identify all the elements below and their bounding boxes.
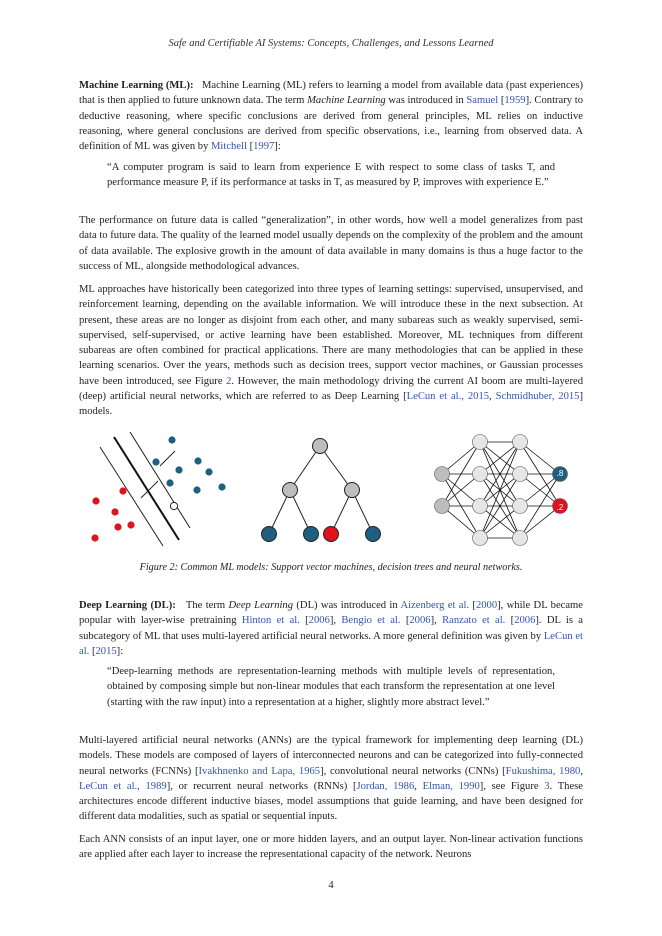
- citation-link[interactable]: Fukushima, 1980: [505, 765, 581, 777]
- svm-point-blue: [205, 468, 212, 475]
- svm-point-blue: [194, 457, 201, 464]
- text: ], while DL became popular with layer-wise pretraining: [79, 600, 583, 627]
- text: ]. DL is a subcategory of ML that uses multi-layered artificial neural networks. A more general definition was given by: [79, 615, 583, 642]
- text: Machine Learning (ML) refers to learning a model from available data (past experiences) that is then applied to future unknown data. The term: [79, 80, 583, 107]
- nn-hidden-neuron: [513, 531, 528, 546]
- text: . However, the main methodology driving the current AI boom are multi-layered (deep) artificial neural networks, which are referred to as Deep Learning [: [79, 375, 583, 403]
- citation-link[interactable]: 2006: [409, 615, 431, 627]
- text: ], convolutional neural networks (CNNs) [: [320, 765, 506, 777]
- citation-link[interactable]: Jordan, 1986: [356, 780, 415, 792]
- text: Multi-layered artificial neural networks (ANNs) are the typical framework for implementing deep learning (DL) models. These models are composed of layers of interconnected neurons and can be categorized into fully-connected neural networks (FCNNs) [: [79, 735, 583, 777]
- tree-edge: [320, 446, 352, 490]
- citation-link[interactable]: 1959: [504, 95, 526, 107]
- ml-paragraph-3: [79, 282, 583, 420]
- citation-link[interactable]: 2000: [475, 600, 498, 611]
- citation-link[interactable]: LeCun et al.: [79, 630, 583, 657]
- citation-link[interactable]: Bengio et al.: [341, 615, 401, 627]
- nn-input-neuron: [435, 499, 450, 514]
- dl-paragraph-1: Deep Learning (DL): The term Deep Learning (DL) was introduced in Aizenberg et al. [2000], while DL became popular with layer-wise pretraining Hinton et al. [2006], Bengio et al. [2006], Ranzato et al. [2006]. DL is a subcategory of ML that uses multi-layered artificial neural networks. A more general definition was given by LeCun et al. [2015]:: [79, 600, 583, 657]
- citation-link[interactable]: Samuel: [466, 95, 499, 107]
- tree-leaf-blue: [262, 527, 277, 542]
- text: ,: [489, 391, 496, 403]
- svm-point-blue: [168, 436, 175, 443]
- citation-link[interactable]: Hinton et al.: [241, 615, 300, 627]
- svm-point-red: [114, 523, 121, 530]
- figure-2-caption: Figure 2: Common ML models: Support vector machines, decision trees and neural networks.: [139, 562, 523, 573]
- text: (DL) was introduced in: [293, 600, 401, 611]
- tree-leaf-blue: [366, 527, 381, 542]
- svm-diagram: [91, 432, 225, 546]
- ml-paragraph-1: Machine Learning (ML): Machine Learning (ML) refers to learning a model from available data (past experiences) that is then applied to future unknown data. The term Machine Learning was introduced in Samuel [1959]. Contrary to deductive reasoning, where specific conclusions are derived from general principles, ML relies on inductive reasoning, where general conclusions are derived from specific observations, i.e., learning from observed data. A definition of ML was given by Mitchell [1997]:: [79, 80, 583, 153]
- svm-point-blue: [175, 466, 182, 473]
- nn-input-neuron: [435, 467, 450, 482]
- nn-hidden-neuron: [473, 531, 488, 546]
- nn-hidden-neuron: [473, 467, 488, 482]
- term: Deep Learning: [228, 600, 294, 611]
- text: . Contrary to deductive reasoning, where specific conclusions are derived from general principles, ML relies on inductive reasoning, where general conclusions are derived from specific observations, i.e., learning from observed data. A definition of ML was given by: [79, 95, 583, 153]
- text: ] models.: [79, 391, 583, 418]
- text: The term: [185, 600, 229, 611]
- dl-paragraph-3: Each ANN consists of an input layer, one or more hidden layers, and an output layer. Non-linear activation functions are applied after each layer to increase the representational capacity of the network. Neurons: [79, 834, 583, 861]
- nn-output-label: .8: [556, 469, 564, 478]
- svm-support-vector-blue: [170, 502, 177, 509]
- nn-output-label: .2: [556, 503, 564, 512]
- svm-point-blue: [152, 458, 159, 465]
- term: Machine Learning: [307, 95, 386, 107]
- text: ML approaches have historically been categorized into three types of learning settings: supervised, unsupervised, and reinforcement learning, depending on the available information. We will introduce these in the next subsection. At present, these areas are no longer as disjoint from each other, and many subareas such as weakly supervised, semi-supervised, self-supervised, or active learning have been established. Moreover, ML techniques from different subareas are often combined for practical applications. There are many methodologies that can be applied in these learning scenarios. Over the years, methods such as decision trees, support vector machines, or Gaussian processes have been introduced, see Figure: [79, 284, 583, 387]
- running-header: Safe and Certifiable AI Systems: Concepts, Challenges, and Lessons Learned: [168, 38, 494, 49]
- citation-link[interactable]: LeCun et al., 1989: [79, 780, 167, 792]
- decision-tree-diagram: [262, 439, 381, 542]
- dl-definition-quote: “Deep-learning methods are representation-learning methods with multiple levels of representation, obtained by composing simple but non-linear modules that each transform the representation at one level (starting with the raw input) into a representation at a higher, slightly more abstract level.”: [107, 666, 555, 708]
- citation-link[interactable]: LeCun et al., 2015: [406, 391, 490, 403]
- neural-network-diagram: [435, 435, 568, 546]
- svm-margin-line: [130, 432, 190, 528]
- text: was introduced in: [385, 95, 467, 107]
- tree-root-node: [313, 439, 328, 454]
- citation-link[interactable]: 2015: [95, 645, 117, 657]
- nn-hidden-neuron: [513, 467, 528, 482]
- svm-point-red: [92, 497, 99, 504]
- figure-2: [80, 428, 580, 556]
- citation-link[interactable]: 1997: [253, 141, 275, 153]
- text: ], see Figure: [479, 780, 545, 792]
- citation-link[interactable]: 2006: [514, 615, 536, 627]
- citation-link[interactable]: Ranzato et al.: [442, 615, 506, 627]
- tree-leaf-blue: [304, 527, 319, 542]
- svm-point-red: [111, 508, 118, 515]
- svm-point-red: [119, 487, 126, 494]
- citation-link[interactable]: 2006: [308, 615, 330, 627]
- dl-section-title: Deep Learning (DL):: [79, 600, 176, 611]
- dl-paragraph-2: Multi-layered artificial neural networks (ANNs) are the typical framework for implementing deep learning (DL) models. These models are composed of layers of interconnected neurons and can be categorized into fully-connected neural networks (FCNNs) [Ivakhnenko and Lapa, 1965], convolutional neural networks (CNNs) [Fukushima, 1980, LeCun et al., 1989], or recurrent neural networks (RNNs) [Jordan, 1986, Elman, 1990], see Figure 3. These architectures encode different inductive biases, model assumptions that guide learning, and have been designed for different data modalities, such as spatial or sequential inputs.: [79, 735, 584, 823]
- ml-paragraph-2: The performance on future data is called “generalization”, in other words, how well a model generalizes from past data to future data. The quality of the learned model usually depends on the complexity of the problem and the amount of data available. The explosive growth in the amount of data available in many domains is thus a huge factor to the success of ML, alongside methodological advances.: [79, 215, 583, 272]
- tree-leaf-red: [324, 527, 339, 542]
- svm-point-blue: [166, 479, 173, 486]
- text: . These architectures encode different inductive biases, model assumptions that guide learning, and have been designed for different data modalities, such as spatial or sequential inputs.: [79, 780, 583, 823]
- svm-point-blue: [193, 486, 200, 493]
- nn-hidden-neuron: [513, 435, 528, 450]
- citation-link[interactable]: Elman, 1990: [422, 780, 480, 792]
- text: ], or recurrent neural networks (RNNs) [: [166, 780, 357, 792]
- ml-definition-quote: “A computer program is said to learn from experience E with respect to some class of tasks T, and performance measure P, if its performance at tasks in T, as measured by P, improves with experience E.”: [107, 162, 555, 189]
- figure-link[interactable]: 2: [226, 375, 232, 387]
- nn-hidden-neuron: [473, 499, 488, 514]
- text: ]:: [116, 645, 124, 657]
- citation-link[interactable]: Aizenberg et al.: [400, 600, 470, 611]
- svm-point-red: [127, 521, 134, 528]
- ml-section-title: Machine Learning (ML):: [79, 80, 194, 91]
- figure-link[interactable]: 3: [544, 780, 550, 792]
- citation-link[interactable]: Schmidhuber, 2015: [495, 391, 580, 403]
- tree-inner-node: [283, 483, 298, 498]
- svm-point-red: [91, 534, 98, 541]
- svm-margin-arrow: [160, 451, 175, 466]
- citation-link[interactable]: Mitchell: [211, 141, 247, 153]
- page-number: 4: [328, 880, 334, 891]
- citation-link[interactable]: Ivakhnenko and Lapa, 1965: [198, 765, 321, 777]
- text: :: [277, 141, 281, 153]
- svm-point-blue: [218, 483, 225, 490]
- nn-hidden-neuron: [513, 499, 528, 514]
- tree-inner-node: [345, 483, 360, 498]
- nn-hidden-neuron: [473, 435, 488, 450]
